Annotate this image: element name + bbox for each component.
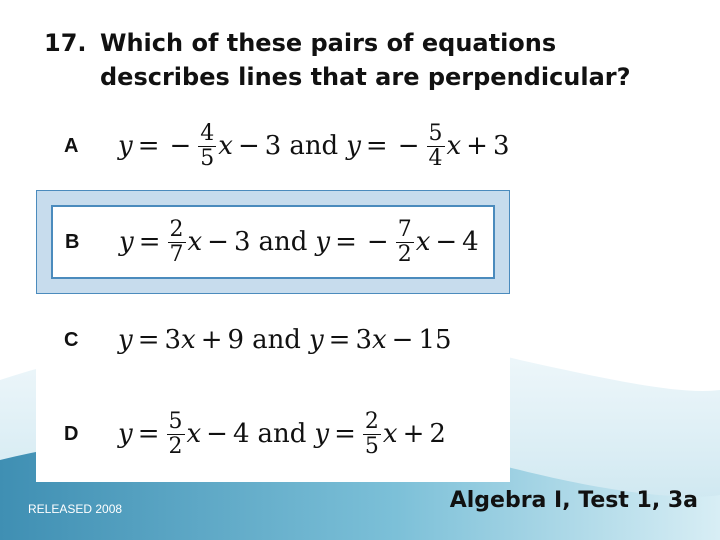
equation-pair: y = − $\frac{4}{5}$ x − 3 and y = − $\frac{5}{4}$ x + 3 bbox=[118, 120, 510, 171]
question-number: 17. bbox=[44, 29, 87, 57]
option-letter: D bbox=[64, 422, 79, 445]
fraction: $\frac{5}{4}$ bbox=[428, 120, 443, 171]
option-letter: C bbox=[64, 328, 79, 351]
question-text bbox=[44, 26, 631, 94]
fraction: $\frac{4}{5}$ bbox=[200, 120, 215, 171]
option-letter: B bbox=[65, 230, 80, 253]
equation-pair: y = $\frac{5}{2}$ x − 4 and y = $\frac{2}{5}$ x + 2 bbox=[118, 408, 446, 459]
equation-pair: y = 3 x + 9 and y = 3 x − 15 bbox=[118, 325, 452, 355]
answers-panel bbox=[36, 98, 510, 482]
option-letter: A bbox=[64, 134, 79, 157]
option-c[interactable] bbox=[36, 294, 510, 386]
equation-pair: y = $\frac{2}{7}$ x − 3 and y = − $\frac{7}{2}$ x − 4 bbox=[119, 216, 479, 267]
fraction: $\frac{2}{7}$ bbox=[169, 216, 184, 267]
fraction: $\frac{7}{2}$ bbox=[397, 216, 412, 267]
option-a[interactable] bbox=[36, 98, 510, 194]
question-line-2: describes lines that are perpendicular? bbox=[100, 63, 631, 91]
option-b[interactable] bbox=[36, 190, 510, 294]
fraction: $\frac{2}{5}$ bbox=[364, 408, 379, 459]
option-d[interactable] bbox=[36, 386, 510, 482]
question-line-1: 17. Which of these pairs of equations bbox=[44, 26, 631, 60]
released-note: RELEASED 2008 bbox=[28, 502, 123, 516]
footer-title: Algebra I, Test 1, 3a bbox=[449, 488, 698, 513]
fraction: $\frac{5}{2}$ bbox=[168, 408, 183, 459]
